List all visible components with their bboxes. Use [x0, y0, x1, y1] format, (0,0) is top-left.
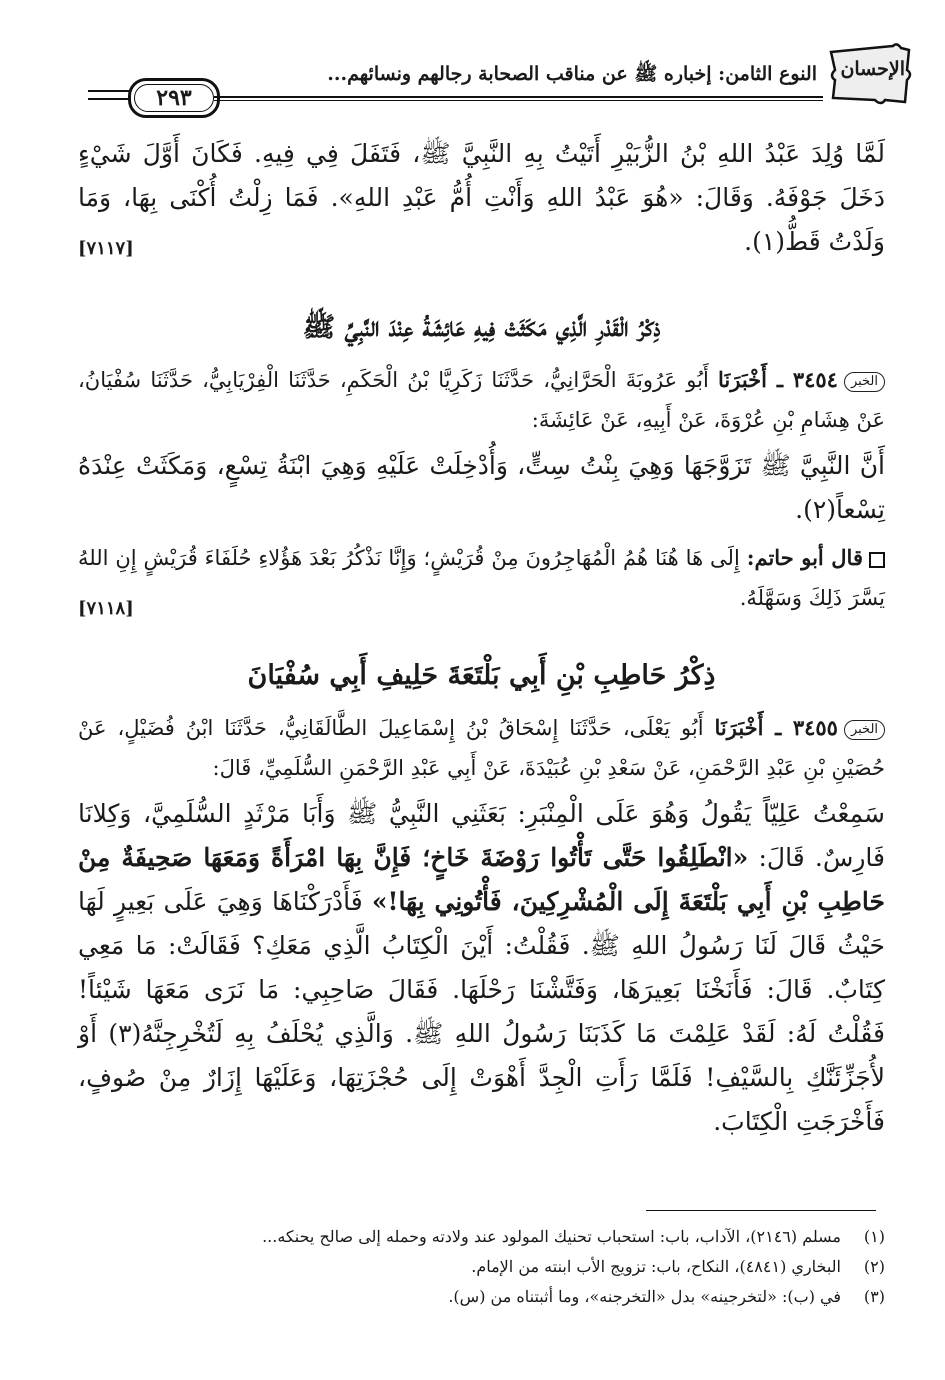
- note-label: قال أبو حاتم:: [746, 545, 863, 570]
- hadith-number: ٣٤٥٥ ـ أَخْبَرَنَا: [714, 715, 838, 740]
- khabar-icon: الخبر: [844, 372, 885, 392]
- continued-hadith: [78, 132, 885, 264]
- isnad-text: أَبُو عَرُوبَةَ الْحَرَّانِيُّ، حَدَّثَنَا زَكَرِيَّا بْنُ الْحَكَمِ، حَدَّثَنَا الْفِرْيَابِيُّ، حَدَّثَنَا سُفْيَانُ، عَنْ هِشَامِ بْنِ عُرْوَةَ، عَنْ أَبِيهِ، عَنْ عَائِشَةَ:: [78, 368, 885, 432]
- matn: [78, 792, 885, 1144]
- section-heading: ذِكْرُ حَاطِبِ بْنِ أَبِي بَلْتَعَةَ حَلِيفِ أَبِي سُفْيَانَ: [247, 660, 716, 691]
- footnote-text: مسلم (٢١٤٦)، الآداب، باب: استحباب تحنيك المولود عند ولادته وحمله إلى صالح يحنكه...: [262, 1227, 841, 1246]
- badge-label: الإحسان: [840, 58, 905, 80]
- footnotes: [78, 1222, 885, 1312]
- book-badge: [823, 40, 915, 110]
- page-header: [88, 40, 915, 110]
- isnad: [78, 360, 885, 440]
- isnad: [78, 708, 885, 788]
- hadith-reference: [٧١١٨]: [78, 598, 134, 619]
- hadith-3454: [78, 360, 885, 618]
- hadith-number: ٣٤٥٤ ـ أَخْبَرَنَا: [718, 367, 838, 392]
- matn-text: سَمِعْتُ عَلِيّاً يَقُولُ وَهُوَ عَلَى الْمِنْبَرِ: بَعَثَنِي النَّبِيُّ ﷺ وَأَبَا مَرْثَدٍ السُّلَمِيَّ، وَكِلانَا فَارِسٌ. قَالَ:: [78, 799, 885, 872]
- page-number: ٢٩٣: [128, 78, 220, 118]
- footnote: [78, 1252, 885, 1282]
- paragraph: لَمَّا وُلِدَ عَبْدُ اللهِ بْنُ الزُّبَيْرِ أَتَيْتُ بِهِ النَّبِيَّ ﷺ، فَتَفَلَ فِي فِيهِ. فَكَانَ أَوَّلَ شَيْءٍ دَخَلَ جَوْفَهُ. وَقَالَ: «هُوَ عَبْدُ اللهِ وَأَنْتِ أُمُّ عَبْدِ اللهِ». فَمَا زِلْتُ أُكْنَى بِهَا، وَمَا وَلَدْتُ قَطُّ(١).: [78, 139, 885, 256]
- square-icon: [869, 552, 885, 568]
- header-rule: [88, 90, 130, 92]
- khabar-icon: الخبر: [844, 720, 885, 740]
- header-rule: [88, 98, 130, 100]
- footnote-text: البخاري (٤٨٤١)، النكاح، باب: تزويج الأب ابنته من الإمام.: [471, 1257, 841, 1276]
- author-note: [78, 538, 885, 618]
- footnote-text: في (ب): «لتخرجينه» بدل «التخرجنه»، وما أثبتناه من (س).: [448, 1287, 841, 1306]
- note-text: إِلَى هَا هُنَا هُمُ الْمُهَاجِرُونَ مِنْ قُرَيْشٍ؛ وَإِنَّا نَذْكُرُ بَعْدَ هَؤُلاءِ حُلَفَاءَ قُرَيْشٍ إِنِ اللهُ يَسَّرَ ذَلِكَ وَسَهَّلَهُ.: [78, 546, 885, 610]
- hadith-reference: [٧١١٧]: [78, 238, 134, 259]
- hadith-3455: [78, 708, 885, 1144]
- footnote: [78, 1282, 885, 1312]
- footnote-number: (١): [863, 1227, 885, 1246]
- prophetic-speech: «انْطَلِقُوا حَتَّى تَأْتُوا رَوْضَةَ خَاخٍ؛ فَإِنَّ بِهَا امْرَأَةً وَمَعَهَا صَحِيفَةٌ مِنْ حَاطِبِ بْنِ أَبِي بَلْتَعَةَ إِلَى الْمُشْرِكِينَ، فَأْتُونِي بِهَا!»: [78, 843, 885, 916]
- section-heading: ذِكْرُ الْقَدْرِ الَّذِي مَكَثَتْ فِيهِ عَائِشَةُ عِنْدَ النَّبِيِّ ﷺ: [302, 312, 661, 343]
- header-rule: [214, 96, 823, 98]
- matn-text: فَأَدْرَكْنَاهَا وَهِيَ عَلَى بَعِيرٍ لَهَا حَيْثُ قَالَ لَنَا رَسُولُ اللهِ ﷺ. فَقُلْتُ: أَيْنَ الْكِتَابُ الَّذِي مَعَكِ؟ فَقَالَتْ: مَا مَعِي كِتَابٌ. قَالَ: فَأَنَخْنَا بَعِيرَهَا، وَفَتَّشْنَا رَحْلَهَا. فَقَالَ صَاحِبِي: مَا نَرَى مَعَهَا شَيْئاً! فَقُلْتُ لَهُ: لَقَدْ عَلِمْتَ مَا كَذَبَنَا رَسُولُ اللهِ ﷺ. وَالَّذِي يُحْلَفُ بِهِ لَتُخْرِجِنَّهُ(٣) أَوْ لأُجَزِّئَنَّكِ بِالسَّيْفِ! فَلَمَّا رَأَتِ الْجِدَّ أَهْوَتْ إِلَى حُجْزَتِهَا، وَعَلَيْهَا إِزَارٌ مِنْ صُوفٍ، فَأَخْرَجَتِ الْكِتَابَ.: [78, 887, 885, 1136]
- matn: أَنَّ النَّبِيَّ ﷺ تَزَوَّجَهَا وَهِيَ بِنْتُ سِتٍّ، وَأُدْخِلَتْ عَلَيْهِ وَهِيَ ابْنَةُ تِسْعٍ، وَمَكَثَتْ عِنْدَهُ تِسْعاً(٢).: [78, 451, 885, 524]
- footnote-number: (٢): [863, 1257, 885, 1276]
- running-title: النوع الثامن: إخباره ﷺ عن مناقب الصحابة رجالهم ونسائهم...: [327, 63, 817, 85]
- header-rule: [214, 100, 823, 101]
- footnote-rule: [646, 1210, 876, 1211]
- isnad-text: أَبُو يَعْلَى، حَدَّثَنَا إِسْحَاقُ بْنُ إِسْمَاعِيلَ الطَّالَقَانِيُّ، حَدَّثَنَا ابْنُ فُضَيْلٍ، عَنْ حُصَيْنِ بْنِ عَبْدِ الرَّحْمَنِ، عَنْ سَعْدِ بْنِ عُبَيْدَةَ، عَنْ أَبِي عَبْدِ الرَّحْمَنِ السُّلَمِيِّ، قَالَ:: [78, 716, 885, 780]
- footnote: [78, 1222, 885, 1252]
- footnote-number: (٣): [863, 1287, 885, 1306]
